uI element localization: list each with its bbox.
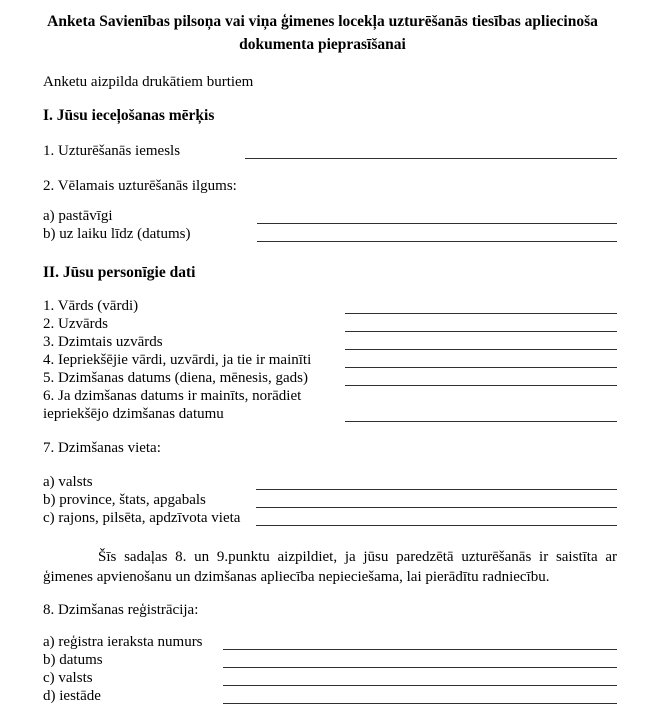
form-row-previous-birth-date [43,387,617,423]
birth-country-label: a) valsts [43,474,93,490]
temporary-until-label: b) uz laiku līdz (datums) [43,226,191,242]
form-row-residence-reason [43,142,617,160]
form-row-temporary-until [43,225,617,243]
residence-reason-field[interactable] [245,146,617,159]
section-note: Šīs sadaļas 8. un 9.punktu aizpildiet, ja jūsu paredzētā uzturēšanās ir saistīta ar ģimenes apvienošanu un dzimšanas apliecība nepieciešama, lai pierādītu radniecību. [43,549,617,585]
form-row-birth-province [43,491,617,509]
register-number-label: a) reģistra ieraksta numurs [43,634,203,650]
birth-district-label: c) rajons, pilsēta, apdzīvota vieta [43,510,241,526]
page-title: Anketa Savienības pilsoņa vai viņa ģimenes locekļa uzturēšanās tiesības apliecinoša dokumenta pieprasīšanai [47,13,598,53]
register-number-field[interactable] [223,637,617,650]
duration-options-group [43,207,617,243]
fill-instruction: Anketu aizpilda drukātiem burtiem [43,74,254,90]
birth-place-label: 7. Dzimšanas vieta: [43,440,161,456]
registration-institution-field[interactable] [223,691,617,704]
form-row-register-number [43,633,617,651]
desired-duration-label: 2. Vēlamais uzturēšanās ilgums: [43,178,237,194]
registration-date-field[interactable] [223,655,617,668]
first-name-label: 1. Vārds (vārdi) [43,298,139,314]
birth-province-label: b) province, štats, apgabals [43,492,206,508]
registration-date-label: b) datums [43,652,103,668]
form-content [0,73,645,705]
form-row-birth-surname [43,333,617,351]
registration-country-field[interactable] [223,673,617,686]
birth-province-field[interactable] [256,495,617,508]
surname-label: 2. Uzvārds [43,316,108,332]
previous-names-label: 4. Iepriekšējie vārdi, uzvārdi, ja tie ir mainīti [43,352,312,368]
birth-country-field[interactable] [256,477,617,490]
temporary-until-field[interactable] [257,229,617,242]
residence-reason-label: 1. Uzturēšanās iemesls [43,143,181,159]
previous-names-field[interactable] [345,355,617,368]
personal-data-group [43,297,617,423]
permanent-label: a) pastāvīgi [43,208,113,224]
previous-birth-date-label: 6. Ja dzimšanas datums ir mainīts, norādiet iepriekšējo dzimšanas datumu [43,388,302,422]
section-i-heading: I. Jūsu ieceļošanas mērķis [43,107,215,124]
form-row-permanent [43,207,617,225]
birth-registration-group [43,633,617,705]
birth-date-field[interactable] [345,373,617,386]
form-row-birth-date [43,369,617,387]
previous-birth-date-field[interactable] [345,409,617,422]
form-row-registration-institution [43,687,617,705]
first-name-field[interactable] [345,301,617,314]
surname-field[interactable] [345,319,617,332]
birth-registration-label: 8. Dzimšanas reģistrācija: [43,602,199,618]
section-ii-heading: II. Jūsu personīgie dati [43,264,196,281]
birth-surname-field[interactable] [345,337,617,350]
birth-date-label: 5. Dzimšanas datums (diena, mēnesis, gads) [43,370,308,386]
form-row-registration-country [43,669,617,687]
birth-district-field[interactable] [256,513,617,526]
form-row-birth-country [43,473,617,491]
form-row-birth-district [43,509,617,527]
form-row-registration-date [43,651,617,669]
birth-surname-label: 3. Dzimtais uzvārds [43,334,163,350]
form-row-first-name [43,297,617,315]
form-row-surname [43,315,617,333]
permanent-field[interactable] [257,211,617,224]
birth-place-group [43,473,617,527]
registration-country-label: c) valsts [43,670,93,686]
form-row-previous-names [43,351,617,369]
registration-institution-label: d) iestāde [43,688,101,704]
